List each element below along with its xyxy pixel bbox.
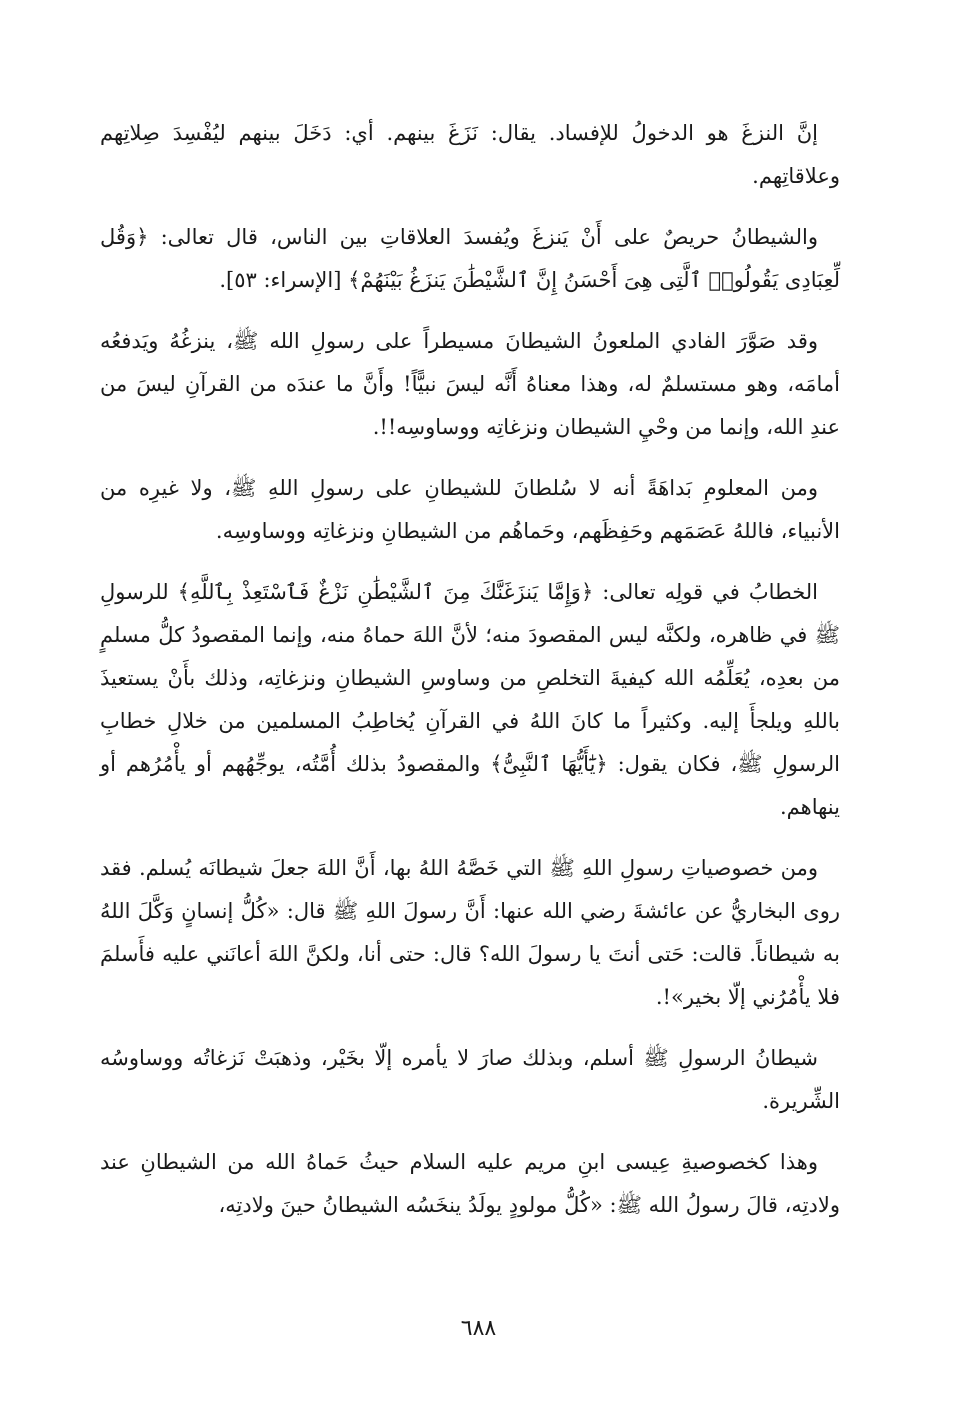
paragraph: شيطانُ الرسولِ ﷺ أسلم، وبذلك صارَ لا يأمره إلّا بخَيْر، وذهبَتْ نَزغاتُه ووساوسُه الشِّريرة.	[100, 1046, 840, 1113]
paragraph: ومن المعلومِ بَداهَةً أنه لا سُلطانَ للشيطانِ على رسولِ اللهِ ﷺ، ولا غيرِه من الأنبياء، فاللهُ عَصَمَهم وحَفِظَهم، وحَماهُم من الشيطانِ ونزغاتِه ووساوسِه.	[100, 476, 840, 543]
paragraph: وقد صَوَّرَ الفادي الملعونُ الشيطانَ مسيطراً على رسولِ الله ﷺ، ينزغُهُ ويَدفعُه أمامَه، وهو مستسلمٌ له، وهذا معناهُ أَنَّه ليسَ نبيًّاً! وأَنَّ ما عندَه من القرآنِ ليسَ من عندِ الله، وإنما من وحْيِ الشيطان ونزغاتِه ووساوسِه!!.	[100, 329, 840, 439]
paragraph: الخطابُ في قولِه تعالى: ﴿وَإِمَّا يَنزَغَنَّكَ مِنَ ٱلشَّيْطَٰنِ نَزْغٌ فَٱسْتَعِذْ بِٱللَّهِ﴾ للرسولِ ﷺ في ظاهره، ولكنَّه ليس المقصودَ منه؛ لأنَّ اللهَ حماهُ منه، وإنما المقصودُ كلُّ مسلمٍ من بعدِه، يُعَلِّمُه الله كيفيةَ التخلصِ من وساوسِ الشيطانِ ونزغاتِه، وذلك بأَنْ يستعيذَ باللهِ ويلجأَ إليه. وكثيراً ما كانَ اللهُ في القرآنِ يُخاطِبُ المسلمين من خلالِ خطابِ الرسولِ ﷺ، فكان يقول: ﴿يَٰٓأَيُّهَا ٱلنَّبِىُّ﴾ والمقصودُ بذلك أُمَّتُه، يوجِّهُهم أو يأْمُرُهم أو ينهاهم.	[100, 580, 840, 819]
paragraph: ومن خصوصياتِ رسولِ اللهِ ﷺ التي خَصَّهُ اللهُ بها، أَنَّ اللهَ جعلَ شيطانَه يُسلم. فقد روى البخاريُّ عن عائشةَ رضي الله عنها: أَنَّ رسولَ اللهِ ﷺ قال: «كُلُّ إنسانٍ وَكَّلَ اللهُ به شيطاناً. قالت: حَتى أنتَ يا رسولَ الله؟ قال: حتى أنا، ولكنَّ اللهَ أعانَني عليه فأَسلمَ فلا يأْمُرُني إلّا بخير»!.	[100, 856, 840, 1009]
page-number: ٦٨٨	[460, 1316, 497, 1341]
paragraph: إنَّ النزغَ هو الدخولُ للإفساد. يقال: نَزَغَ بينهم. أي: دَخَلَ بينهم ليُفْسِدَ صِلاتِهم وعلاقاتِهم.	[100, 121, 840, 188]
paragraph: وهذا كخصوصيةِ عِيسى ابنِ مريم عليه السلام حيثُ حَماهُ الله من الشيطانِ عند ولادتِه، قالَ رسولُ الله ﷺ: «كُلُّ مولودٍ يولَدُ ينخَسُه الشيطانُ حينَ ولادتِه،	[100, 1150, 840, 1217]
paragraph: والشيطانُ حريصٌ على أَنْ يَنزغَ ويُفسدَ العلاقاتِ بين الناس، قال تعالى: ﴿وَقُل لِّعِبَادِى يَقُولُوا۟ ٱلَّتِى هِىَ أَحْسَنُ إِنَّ ٱلشَّيْطَٰنَ يَنزَغُ بَيْنَهُمْ﴾ [الإسراء: ٥٣].	[100, 225, 840, 292]
page-body	[100, 112, 840, 1245]
